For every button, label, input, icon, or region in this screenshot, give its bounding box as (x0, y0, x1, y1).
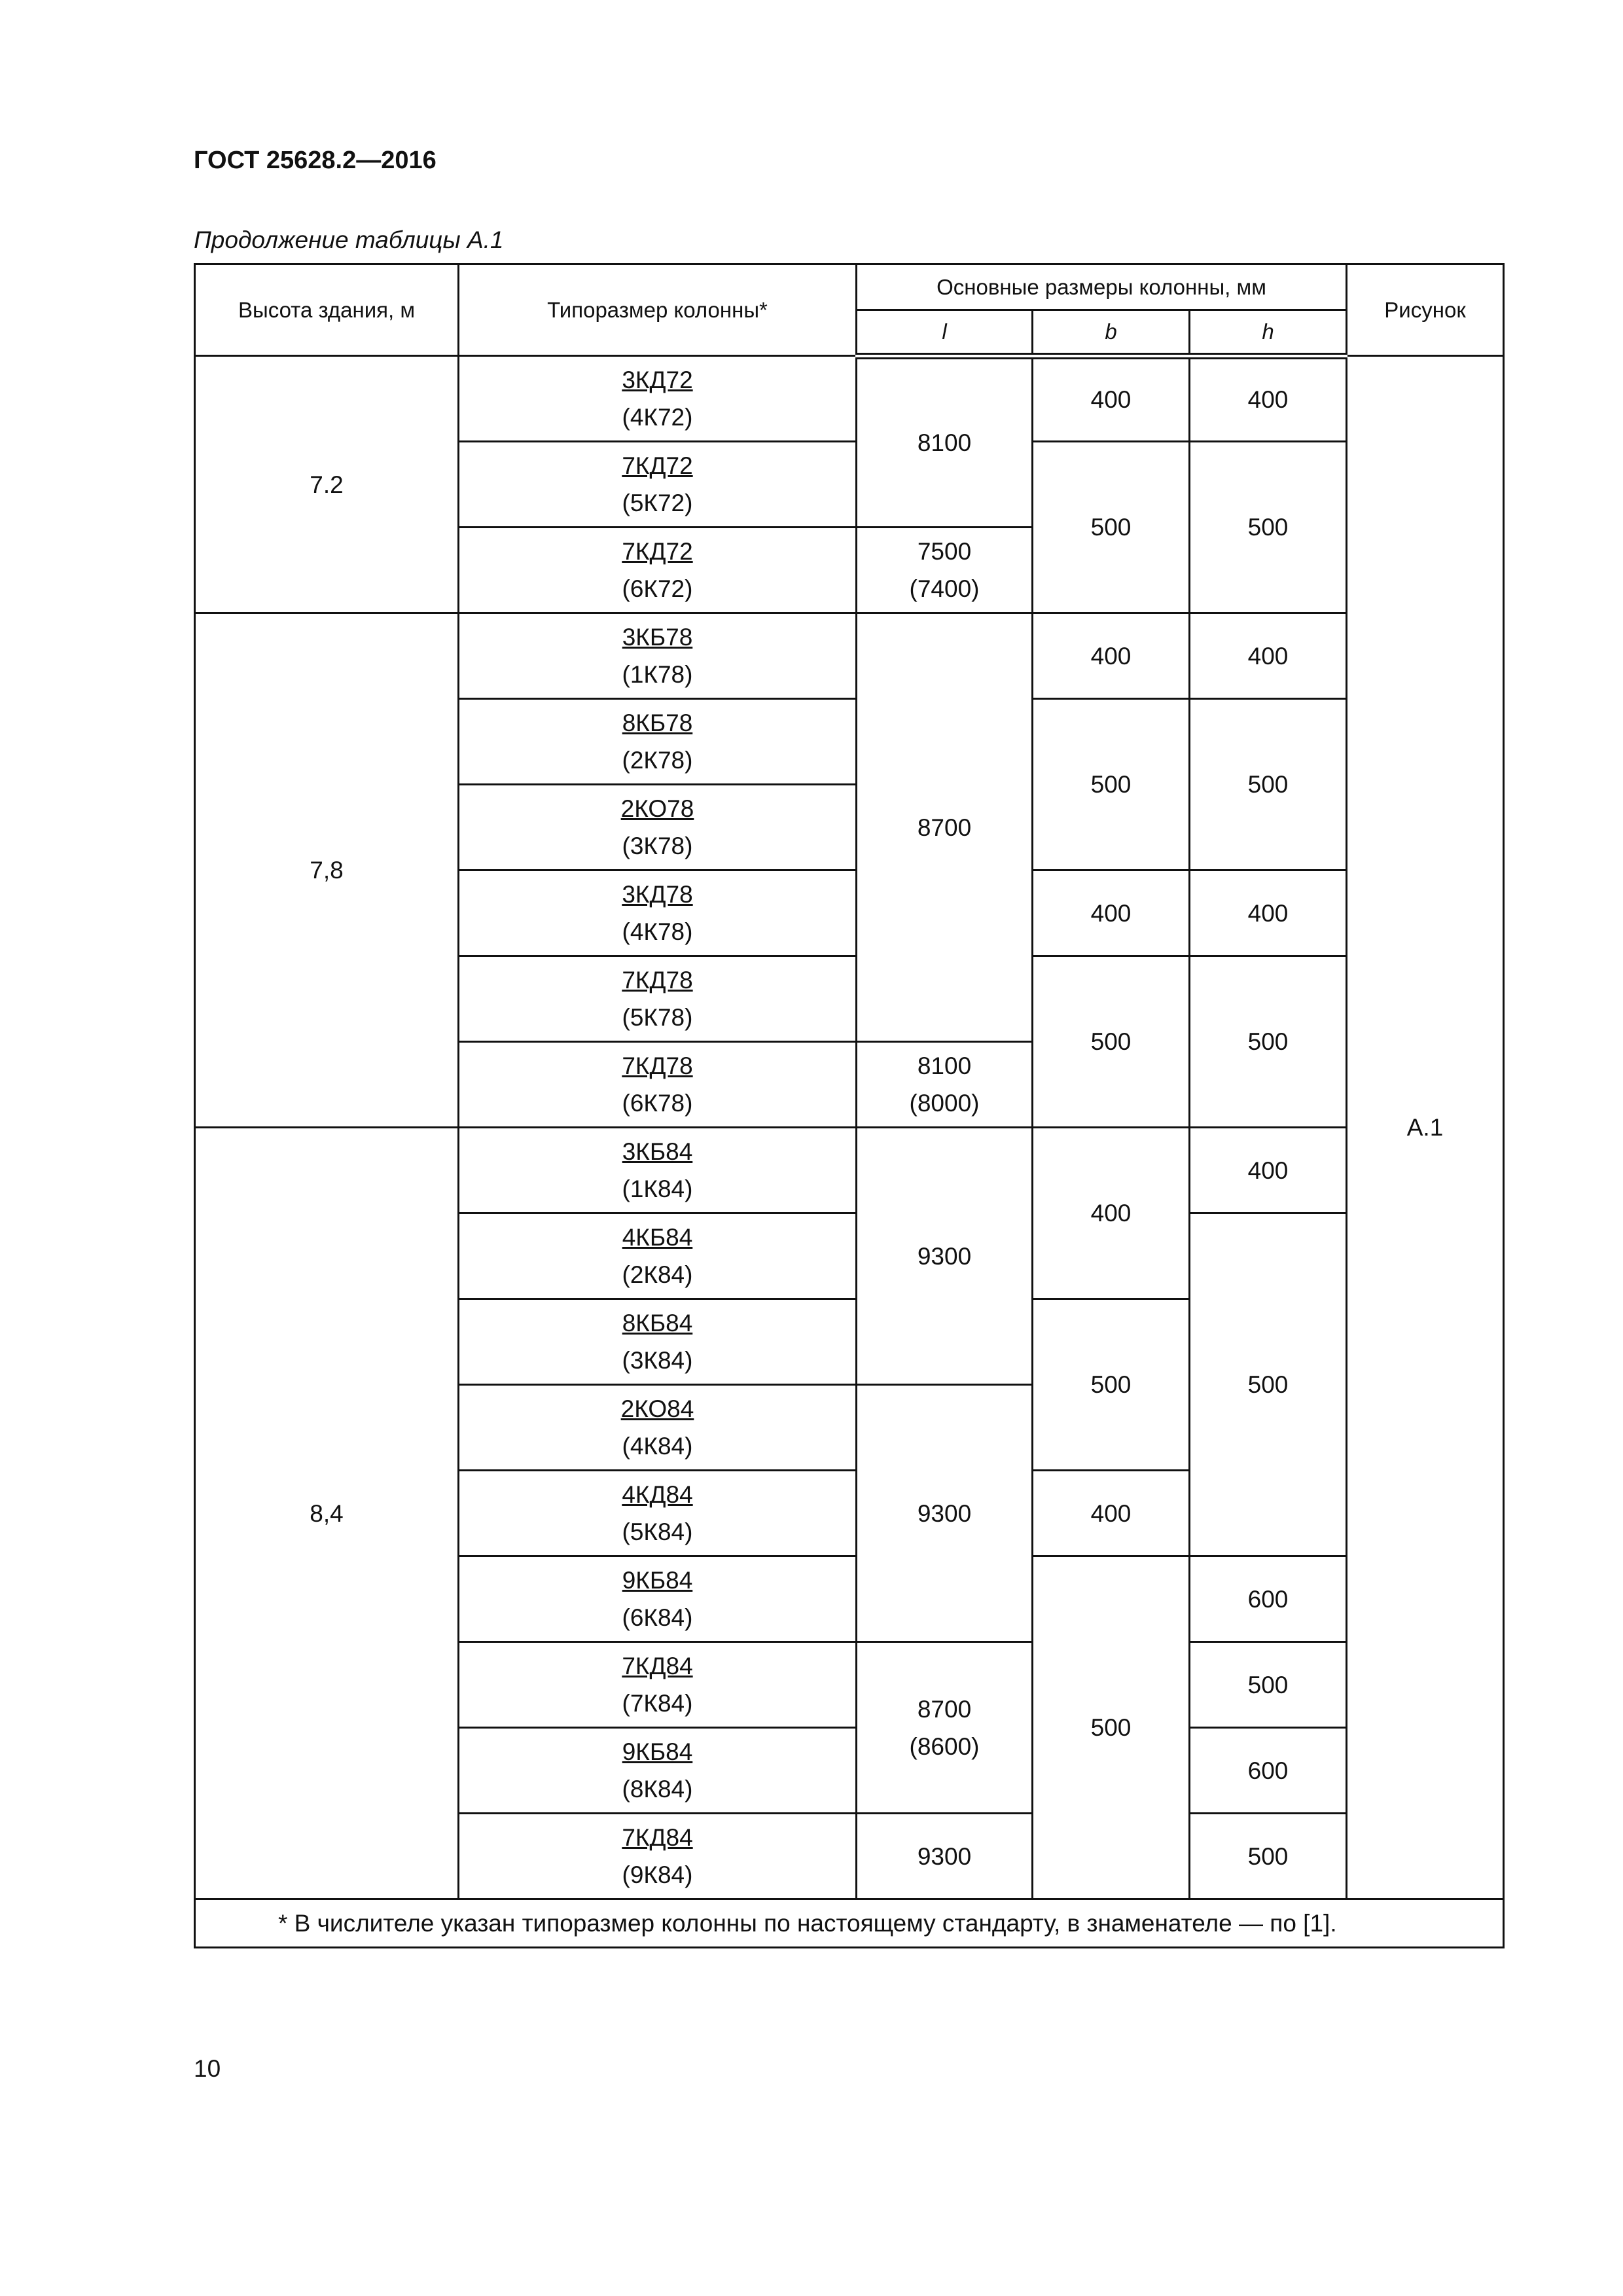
l-cell: 8700 (8600) (857, 1642, 1033, 1814)
h-cell: 500 (1190, 699, 1347, 870)
header-building-height: Высота здания, м (195, 264, 459, 356)
type-cell: 3КД78 (4К78) (459, 870, 857, 956)
type-cell: 7КД84 (7К84) (459, 1642, 857, 1728)
page-number: 10 (194, 2055, 221, 2082)
l-cell: 9300 (857, 1385, 1033, 1642)
h-cell: 400 (1190, 1128, 1347, 1213)
type-cell: 3КБ78 (1К78) (459, 613, 857, 699)
columns-table (194, 263, 1505, 1948)
b-cell: 500 (1033, 1299, 1190, 1471)
h-cell: 500 (1190, 442, 1347, 613)
b-cell: 500 (1033, 442, 1190, 613)
h-cell: 500 (1190, 1814, 1347, 1899)
type-cell: 7КД84 (9К84) (459, 1814, 857, 1899)
b-cell: 500 (1033, 1556, 1190, 1899)
type-cell: 4КБ84 (2К84) (459, 1213, 857, 1299)
type-cell: 3КБ84 (1К84) (459, 1128, 857, 1213)
header-main-dimensions: Основные размеры колонны, мм (857, 264, 1347, 310)
l-cell: 8100 (857, 356, 1033, 528)
b-cell: 500 (1033, 956, 1190, 1128)
b-cell: 500 (1033, 699, 1190, 870)
l-cell: 9300 (857, 1128, 1033, 1385)
b-cell: 400 (1033, 1471, 1190, 1556)
b-cell: 400 (1033, 356, 1190, 442)
height-group-8-4: 8,4 (195, 1128, 459, 1899)
h-cell: 400 (1190, 870, 1347, 956)
height-group-7-8: 7,8 (195, 613, 459, 1128)
h-cell: 500 (1190, 1642, 1347, 1728)
document-header: ГОСТ 25628.2—2016 (194, 147, 437, 174)
b-cell: 400 (1033, 613, 1190, 699)
type-cell: 8КБ84 (3К84) (459, 1299, 857, 1385)
l-cell: 8100 (8000) (857, 1042, 1033, 1128)
b-cell: 400 (1033, 1128, 1190, 1299)
header-h: h (1190, 310, 1347, 356)
h-cell: 500 (1190, 956, 1347, 1128)
header-figure: Рисунок (1347, 264, 1504, 356)
l-cell: 8700 (857, 613, 1033, 1042)
header-l: l (857, 310, 1033, 356)
h-cell: 400 (1190, 613, 1347, 699)
height-group-7-2: 7.2 (195, 356, 459, 613)
h-cell: 600 (1190, 1556, 1347, 1642)
type-cell: 4КД84 (5К84) (459, 1471, 857, 1556)
type-cell: 9КБ84 (8К84) (459, 1728, 857, 1814)
header-b: b (1033, 310, 1190, 356)
figure-cell: А.1 (1347, 356, 1504, 1899)
type-cell: 8КБ78 (2К78) (459, 699, 857, 785)
l-cell: 7500 (7400) (857, 528, 1033, 613)
h-cell: 600 (1190, 1728, 1347, 1814)
h-cell: 400 (1190, 356, 1347, 442)
type-cell: 2КО78 (3К78) (459, 785, 857, 870)
type-cell: 9КБ84 (6К84) (459, 1556, 857, 1642)
type-cell: 7КД72 (6К72) (459, 528, 857, 613)
table-caption: Продолжение таблицы А.1 (194, 226, 504, 253)
h-cell: 500 (1190, 1213, 1347, 1556)
type-cell: 7КД72 (5К72) (459, 442, 857, 528)
table-footnote: * В числителе указан типоразмер колонны по настоящему стандарту, в знаменателе — по [1]. (195, 1899, 1504, 1948)
b-cell: 400 (1033, 870, 1190, 956)
type-cell: 7КД78 (5К78) (459, 956, 857, 1042)
l-cell: 9300 (857, 1814, 1033, 1899)
header-column-type: Типоразмер колонны* (459, 264, 857, 356)
type-cell: 3КД72 (4К72) (459, 356, 857, 442)
type-cell: 7КД78 (6К78) (459, 1042, 857, 1128)
type-cell: 2КО84 (4К84) (459, 1385, 857, 1471)
